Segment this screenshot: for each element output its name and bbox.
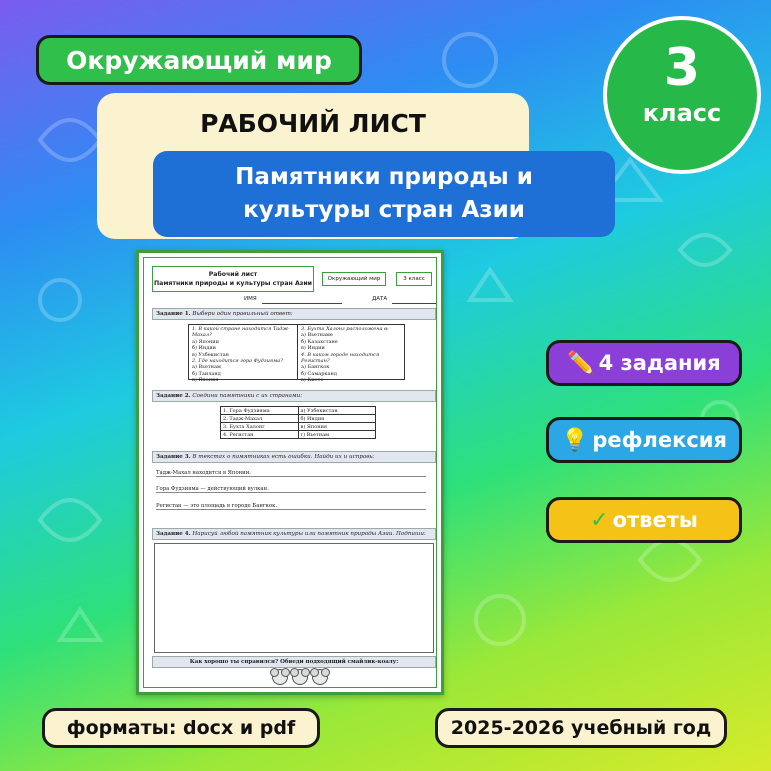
topic-line-1: Памятники природы и — [235, 164, 533, 190]
topic-line-2: культуры стран Азии — [243, 197, 525, 223]
school-year-badge: 2025-2026 учебный год — [435, 708, 727, 748]
task-4-header: Задание 4. Нарисуй любой памятник культуры или памятник природы Азии. Подпиши: — [152, 528, 436, 540]
task-1-header: Задание 1. Выбери один правильный ответ: — [152, 308, 436, 320]
table-row: 4. Регистан г) Вьетнам — [221, 431, 376, 439]
koala-icon — [292, 669, 308, 685]
koala-smileys — [264, 669, 336, 685]
grade-number: 3 — [663, 38, 701, 98]
worksheet-preview: Рабочий лист Памятники природы и культуры стран Азии Окружающий мир 3 класс ИМЯ ДАТА Задание 1. Выбери один правильный ответ: 1. В какой стране находится Тадж-Махал? а) Японии б) Индии в) Узбекистан 2. Где находится гора Фудзияма? а) Вьетнам б) Таиланд в) Япония 3. Бухта Халонг расположена в: а) Вьетнаме б) Казахстане в) Индии 4. В каком городе находится Регистан? а) Бангкок б) Самарканд в) Киото Задание 2. Соедини памятники с их странами: 1. Гора Фудзияма а) Узбекистан 2. Тадж-Махал б) Индия 3. Бухта Халонг в) Япония 4. Регистан г) Вьетнам Задание 3. В текстах о памятниках есть ошибки. Найди их и исправь: Тадж-Махал находится в Японии. Гора Фудзияма — действующий вулкан. Регистан — это площадь в городе Бангкок. Задание 4. Нарисуй любой памятник культуры или памятник природы Азии. Подпиши: Как хорошо ты справился? Обведи подходящий смайлик-коалу: — [136, 250, 444, 695]
task-3-header: Задание 3. В текстах о памятниках есть ошибки. Найди их и исправь: — [152, 451, 436, 463]
reflection-prompt: Как хорошо ты справился? Обведи подходящий смайлик-коалу: — [152, 656, 436, 668]
worksheet-title: Рабочий лист Памятники природы и культуры стран Азии — [152, 266, 314, 292]
worksheet-grade-tag: 3 класс — [396, 272, 432, 286]
checkmark-icon: ✓ — [590, 507, 609, 533]
koala-icon — [272, 669, 288, 685]
table-row: 1. Гора Фудзияма а) Узбекистан — [221, 407, 376, 415]
task-2-matching-table — [220, 406, 376, 439]
table-row: 2. Тадж-Махал б) Индия — [221, 415, 376, 423]
koala-icon — [312, 669, 328, 685]
title-box — [97, 93, 533, 239]
topic-banner — [153, 151, 615, 237]
lightbulb-icon: 💡 — [560, 427, 589, 453]
task-1-options: 1. В какой стране находится Тадж-Махал? а) Японии б) Индии в) Узбекистан 2. Где находится гора Фудзияма? а) Вьетнам б) Таиланд в) Япония 3. Бухта Халонг расположена в: а) Вьетнаме б) Казахстане в) Индии 4. В каком городе находится Регистан? а) Бангкок б) Самарканд в) Киото — [188, 324, 405, 380]
worksheet-subject-tag: Окружающий мир — [322, 272, 386, 286]
feature-reflection-badge: 💡 рефлексия — [546, 417, 742, 463]
table-row: 3. Бухта Халонг в) Япония — [221, 423, 376, 431]
subject-badge: Окружающий мир — [36, 35, 362, 85]
drawing-area — [154, 543, 434, 653]
feature-answers-badge: ✓ ответы — [546, 497, 742, 543]
feature-tasks-badge: ✏️ 4 задания — [546, 340, 742, 386]
pencil-icon: ✏️ — [567, 350, 595, 376]
task-2-header: Задание 2. Соедини памятники с их странами: — [152, 390, 436, 402]
formats-badge: форматы: docx и pdf — [42, 708, 320, 748]
grade-badge — [603, 16, 761, 174]
grade-word: класс — [642, 99, 722, 127]
page-title: РАБОЧИЙ ЛИСТ — [200, 109, 426, 138]
